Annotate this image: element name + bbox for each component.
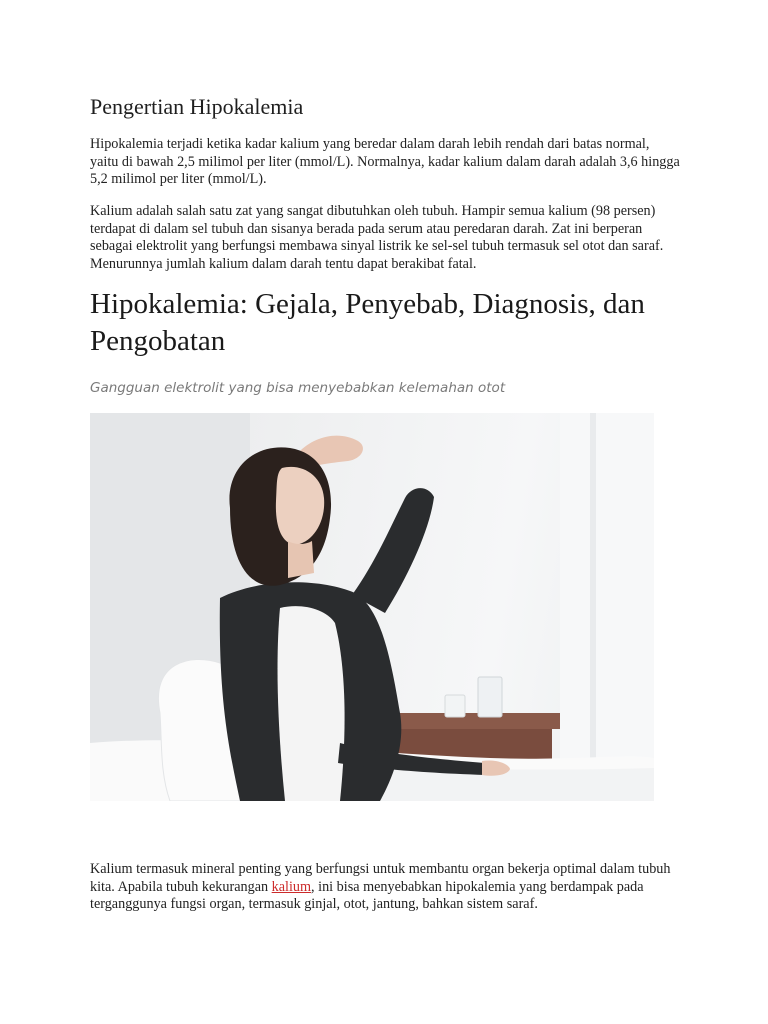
- section-heading: Pengertian Hipokalemia: [90, 94, 304, 119]
- paragraph-text-before-link: Kalium termasuk mineral penting yang berfungsi untuk membantu organ bekerja optimal dalam tubuh kita. Apabila tubuh kekurangan: [90, 861, 671, 895]
- woman-headache-illustration: [90, 413, 654, 801]
- paragraph-potassium-role: Kalium adalah salah satu zat yang sangat dibutuhkan oleh tubuh. Hampir semua kalium (98 persen) terdapat di dalam sel tubuh dan sisanya berada pada serum atau peredaran darah. Zat ini berperan sebagai elektrolit yang berfungsi membawa sinyal listrik ke sel-sel tubuh termasuk sel otot dan saraf. Menurunnya jumlah kalium dalam darah tentu dapat berakibat fatal.: [90, 203, 664, 272]
- kalium-link[interactable]: kalium: [271, 878, 312, 895]
- article-photo: [90, 413, 654, 801]
- article-subtitle: Gangguan elektrolit yang bisa menyebabkan kelemahan otot: [90, 380, 506, 396]
- paragraph-text-after-link: , ini bisa menyebabkan hipokalemia yang berdampak pada terganggunya fungsi organ, termasuk ginjal, otot, jantung, bahkan sistem saraf.: [90, 878, 644, 912]
- paragraph-definition: Hipokalemia terjadi ketika kadar kalium yang beredar dalam darah lebih rendah dari batas normal, yaitu di bawah 2,5 milimol per liter (mmol/L). Normalnya, kadar kalium dalam darah adalah 3,6 hingga 5,2 milimol per liter (mmol/L).: [90, 136, 680, 187]
- paragraph-potassium-importance: [90, 861, 680, 914]
- article-title: Hipokalemia: Gejala, Penyebab, Diagnosis, dan Pengobatan: [90, 288, 645, 357]
